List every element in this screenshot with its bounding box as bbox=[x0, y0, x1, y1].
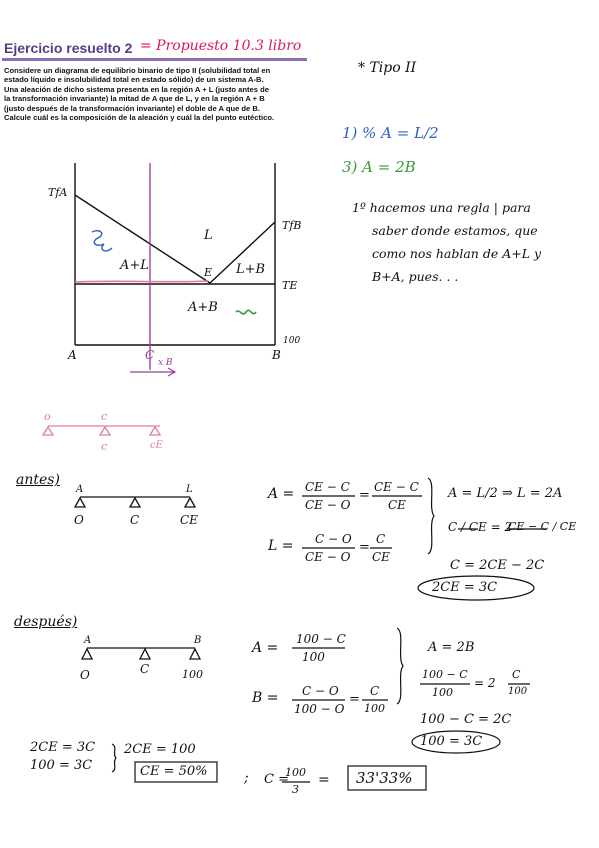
explanation-line: B+A, pues. . . bbox=[372, 269, 459, 284]
tie-line bbox=[75, 281, 208, 282]
page-title: Ejercicio resuelto 2 bbox=[4, 40, 133, 56]
label-e: E bbox=[204, 266, 213, 279]
despues-b-den1: 100 − O bbox=[294, 702, 345, 716]
despues-b-num1: C − O bbox=[302, 684, 339, 698]
antes-l-num2: C bbox=[376, 532, 386, 546]
problem-line: Considere un diagrama de equilibrio binario de tipo II (solubilidad total en bbox=[4, 66, 271, 75]
pink-label-c: c bbox=[101, 410, 108, 423]
final-semicolon: ; bbox=[244, 770, 249, 786]
final-eq: = bbox=[318, 772, 330, 788]
antes-lever-c: C bbox=[130, 513, 140, 527]
pink-label-o: o bbox=[44, 410, 51, 423]
antes-l-den2: CE bbox=[372, 550, 390, 564]
antes-a-num1: CE − C bbox=[305, 480, 350, 494]
problem-line: Una aleación de dicho sistema presenta en la región A + L (justo antes de bbox=[4, 84, 269, 94]
antes-a-eq: A = bbox=[268, 486, 295, 502]
hatch-liquid-mark bbox=[92, 231, 112, 251]
despues-b-den2: 100 bbox=[364, 702, 385, 715]
antes-r3: C = 2CE − 2C bbox=[450, 558, 545, 573]
antes-l-eq: L = bbox=[268, 538, 294, 554]
label-tfb: TfB bbox=[282, 219, 302, 232]
despues-b-num2: C bbox=[370, 684, 380, 698]
title-note: = Propuesto 10.3 libro bbox=[140, 38, 302, 54]
final-c-eq: C = bbox=[264, 772, 289, 787]
antes-eq-sign2: = bbox=[359, 540, 370, 555]
pink-lever bbox=[43, 426, 160, 435]
explanation-line: como nos hablan de A+L y bbox=[372, 246, 542, 261]
despues-r2-den: 100 bbox=[432, 686, 453, 699]
despues-r3: 100 − C = 2C bbox=[420, 712, 512, 727]
antes-a-num2: CE − C bbox=[374, 480, 419, 494]
problem-line: (justo después de la transformación invariante) el doble de A que de B. bbox=[4, 103, 260, 113]
problem-line: Calcule cuál es la composición de la aleación y cuál la del punto eutéctico. bbox=[4, 113, 275, 123]
phase-diagram bbox=[75, 163, 275, 345]
final-c-result: 33'33% bbox=[356, 769, 413, 787]
despues-r2-rnum: C bbox=[512, 668, 521, 681]
pink-label-c2: c bbox=[101, 440, 108, 453]
despues-lever-o: O bbox=[80, 668, 90, 682]
despues-r2-rden: 100 bbox=[508, 686, 528, 697]
despues-r4: 100 = 3C bbox=[420, 734, 483, 749]
axis-label-b: B bbox=[272, 348, 281, 362]
pink-label-ce: cE bbox=[150, 440, 163, 451]
despues-a-num: 100 − C bbox=[296, 632, 346, 646]
antes-lever-o: O bbox=[74, 513, 84, 527]
antes-l-den1: CE − O bbox=[305, 550, 351, 564]
final-line-1: 2CE = 3C bbox=[30, 740, 96, 755]
region-l-b: L+B bbox=[236, 262, 266, 277]
region-a-b: A+B bbox=[188, 300, 218, 315]
axis-label-100: 100 bbox=[283, 336, 301, 346]
despues-eq-sign: = bbox=[349, 692, 360, 707]
region-a-l: A+L bbox=[120, 258, 149, 273]
antes-r2-left: C / CE = 2 bbox=[448, 520, 513, 534]
axis-label-a: A bbox=[68, 348, 77, 362]
despues-lever-c: C bbox=[140, 662, 150, 676]
despues-r1: A = 2B bbox=[428, 640, 475, 655]
despues-lever bbox=[82, 648, 200, 659]
label-tfa: TfA bbox=[48, 186, 68, 199]
axis-label-xb: x B bbox=[158, 358, 173, 368]
antes-lever-a: A bbox=[76, 484, 84, 495]
axis-label-c: C bbox=[145, 348, 155, 362]
despues-r2-num: 100 − C bbox=[422, 668, 468, 681]
region-l: L bbox=[204, 228, 213, 243]
problem-line: la transformación invariante) la mitad de A que de L, y en la región A + B bbox=[4, 94, 265, 104]
despues-lever-100: 100 bbox=[182, 668, 203, 681]
antes-eq-sign: = bbox=[359, 488, 370, 503]
antes-l-num1: C − O bbox=[315, 532, 352, 546]
explanation-line: 1º hacemos una regla | para bbox=[352, 200, 531, 215]
antes-a-den2: CE bbox=[388, 498, 406, 512]
despues-b-eq: B = bbox=[252, 690, 279, 706]
condition-1: 1) % A = L/2 bbox=[342, 124, 439, 142]
explanation-line: saber donde estamos, que bbox=[372, 223, 538, 238]
final-c-num: 100 bbox=[285, 766, 306, 779]
antes-heading: antes) bbox=[16, 472, 60, 488]
antes-lever-l: L bbox=[186, 484, 193, 495]
antes-lever bbox=[75, 497, 195, 507]
final-line-2: 100 = 3C bbox=[30, 758, 93, 773]
condition-2: 3) A = 2B bbox=[342, 158, 416, 176]
hatch-solid-mark bbox=[236, 310, 256, 314]
antes-a-den1: CE − O bbox=[305, 498, 351, 512]
despues-r2-mid: = 2 bbox=[474, 676, 496, 690]
final-c-den: 3 bbox=[292, 783, 299, 796]
xb-arrow-icon bbox=[130, 368, 175, 376]
despues-a-den: 100 bbox=[302, 650, 325, 664]
final-mid-1: 2CE = 100 bbox=[124, 742, 196, 757]
despues-lever-b: B bbox=[194, 635, 202, 646]
antes-r4: 2CE = 3C bbox=[432, 580, 498, 595]
final-ce-result: CE = 50% bbox=[140, 764, 208, 779]
antes-r1: A = L/2 ⇒ L = 2A bbox=[448, 486, 563, 501]
despues-lever-a: A bbox=[84, 635, 92, 646]
tipo-note: * Tipo II bbox=[358, 60, 417, 76]
antes-r2-right: CE − C / CE bbox=[508, 520, 577, 533]
antes-lever-ce: CE bbox=[180, 513, 198, 527]
despues-heading: después) bbox=[14, 614, 78, 630]
label-te: TE bbox=[282, 279, 298, 292]
despues-a-eq: A = bbox=[252, 640, 279, 656]
problem-line: estado líquido e insolubilidad total en estado sólido) de un sistema A-B. bbox=[4, 75, 264, 85]
